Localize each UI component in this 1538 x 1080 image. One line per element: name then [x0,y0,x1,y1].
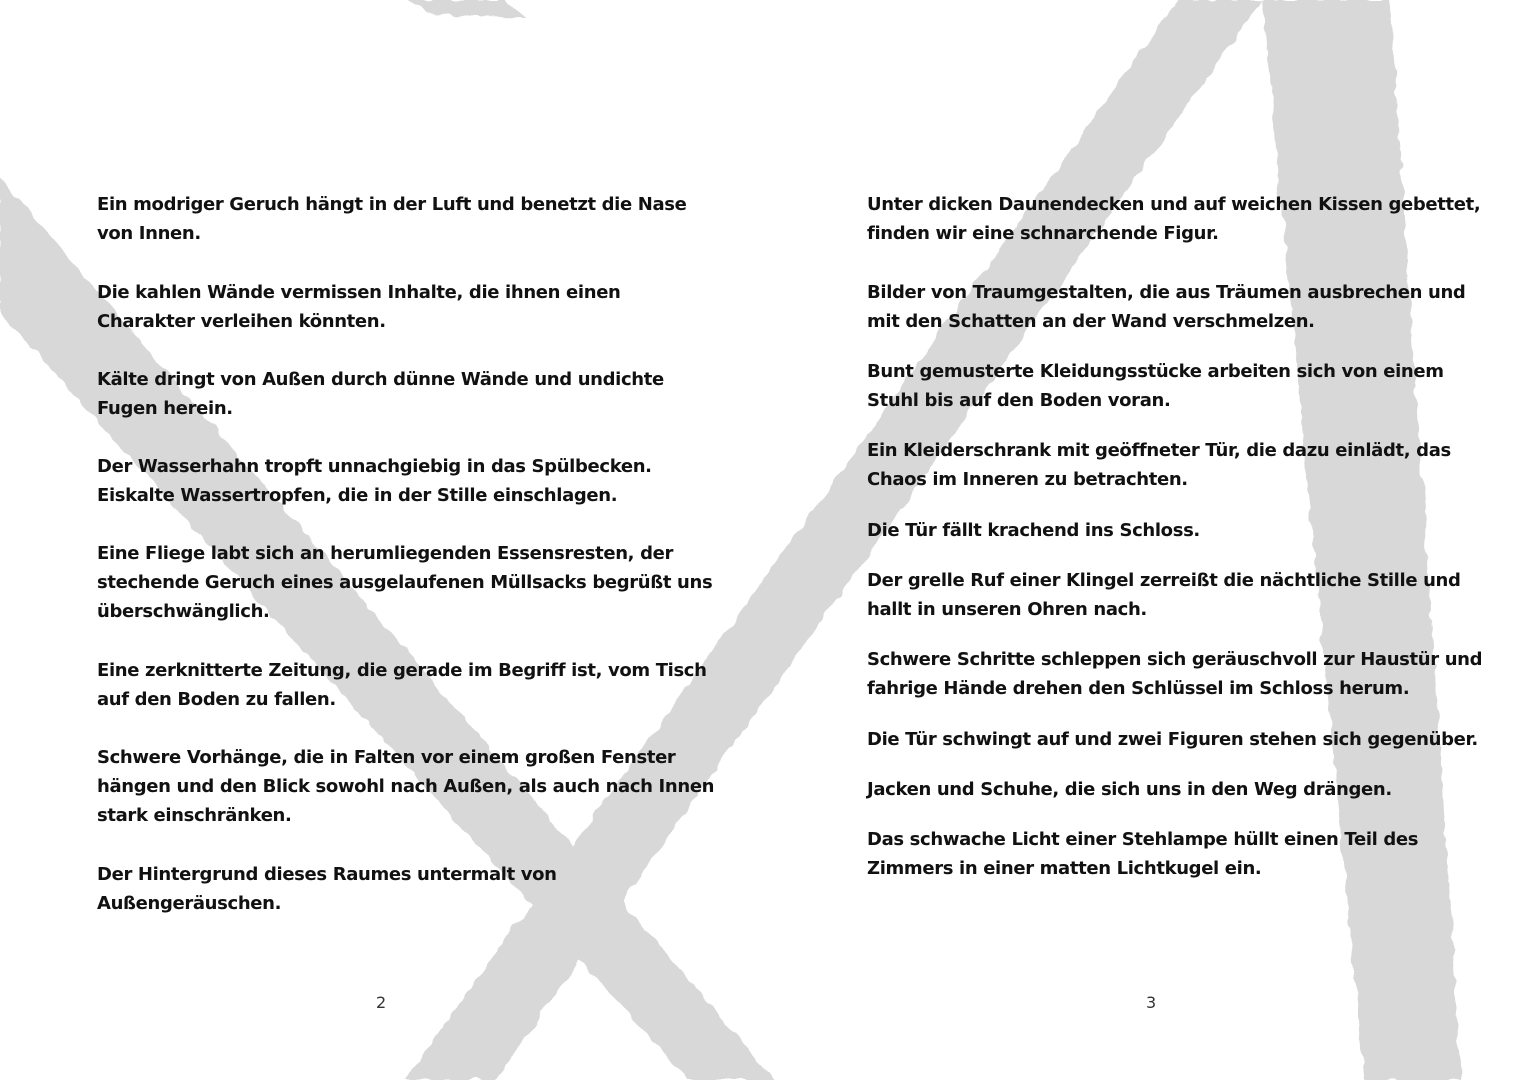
text-line: Der grelle Ruf einer Klingel zerreißt die nächtliche Stille und [867,570,1461,591]
text-line: Der Hintergrund dieses Raumes untermalt von [97,864,557,885]
paragraph [97,278,621,336]
paragraph [97,365,664,423]
paragraph [97,860,557,918]
text-line: hallt in unseren Ohren nach. [867,599,1147,620]
paragraph [867,645,1482,703]
paragraph [867,725,1478,754]
text-line: Die kahlen Wände vermissen Inhalte, die ihnen einen [97,282,621,303]
text-line: Kälte dringt von Außen durch dünne Wände und undichte [97,369,664,390]
text-line: Schwere Vorhänge, die in Falten vor einem großen Fenster [97,747,676,768]
text-line: fahrige Hände drehen den Schlüssel im Schloss herum. [867,678,1410,699]
text-line: Ein Kleiderschrank mit geöffneter Tür, die dazu einlädt, das [867,440,1451,461]
paragraph [867,775,1392,804]
paragraph [97,656,707,714]
paragraph [97,452,652,510]
paragraph [867,436,1451,494]
text-line: Stuhl bis auf den Boden voran. [867,390,1171,411]
text-line: Eine Fliege labt sich an herumliegenden Essensresten, der [97,543,674,564]
text-line: Zimmers in einer matten Lichtkugel ein. [867,858,1262,879]
text-line: Bilder von Traumgestalten, die aus Träumen ausbrechen und [867,282,1466,303]
text-line: mit den Schatten an der Wand verschmelzen. [867,311,1315,332]
paragraph [867,516,1200,545]
paragraph [867,825,1418,883]
page-number: 2 [376,993,387,1012]
text-line: von Innen. [97,223,201,244]
text-line: stechende Geruch eines ausgelaufenen Müllsacks begrüßt uns [97,572,713,593]
text-line: Eine zerknitterte Zeitung, die gerade im Begriff ist, vom Tisch [97,660,707,681]
text-line: Das schwache Licht einer Stehlampe hüllt einen Teil des [867,829,1419,850]
text-line: Ein modriger Geruch hängt in der Luft und benetzt die Nase [97,194,687,215]
text-line: Unter dicken Daunendecken und auf weichen Kissen gebettet, [867,194,1481,215]
text-line: Schwere Schritte schleppen sich geräuschvoll zur Haustür und [867,649,1483,670]
text-line: Bunt gemusterte Kleidungsstücke arbeiten sich von einem [867,361,1444,382]
text-line: Charakter verleihen könnten. [97,311,386,332]
paragraph [97,539,712,626]
text-line: Eiskalte Wassertropfen, die in der Stille einschlagen. [97,485,618,506]
text-line: auf den Boden zu fallen. [97,689,336,710]
text-line: Fugen herein. [97,398,233,419]
text-line: Außengeräuschen. [97,893,282,914]
text-line: Die Tür schwingt auf und zwei Figuren stehen sich gegenüber. [867,729,1478,750]
paragraph [97,190,686,248]
text-line: Chaos im Inneren zu betrachten. [867,469,1188,490]
text-line: Der Wasserhahn tropft unnachgiebig in das Spülbecken. [97,456,652,477]
paragraph [867,357,1444,415]
text-line: hängen und den Blick sowohl nach Außen, als auch nach Innen [97,776,715,797]
text-line: überschwänglich. [97,601,270,622]
text-line: Die Tür fällt krachend ins Schloss. [867,520,1200,541]
paragraph [867,566,1461,624]
text-line: Jacken und Schuhe, die sich uns in den Weg drängen. [867,779,1392,800]
paragraph [867,278,1465,336]
paragraph [97,743,714,830]
text-line: finden wir eine schnarchende Figur. [867,223,1219,244]
text-line: stark einschränken. [97,805,292,826]
page-number: 3 [1146,993,1157,1012]
paragraph [867,190,1480,248]
page-right [769,0,1538,1080]
